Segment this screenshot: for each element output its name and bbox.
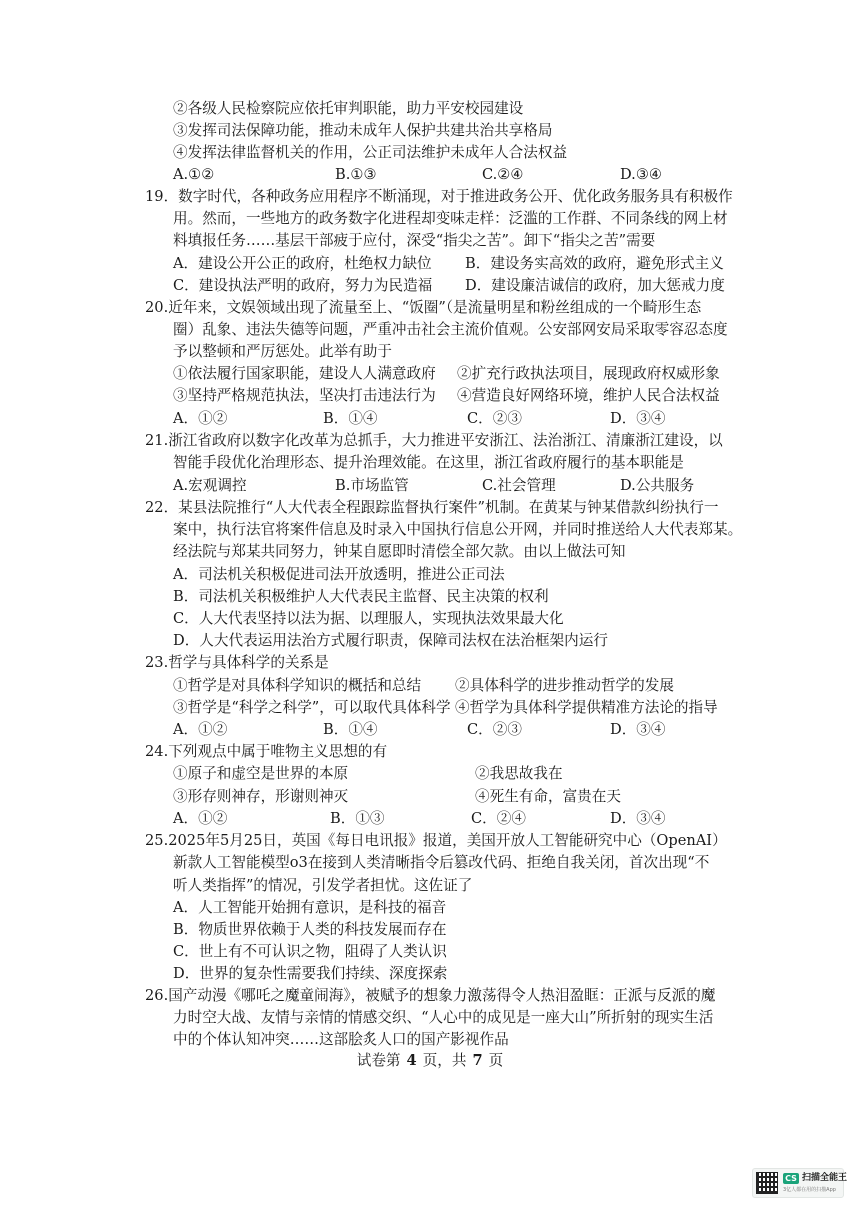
q19-option-b: B．建设务实高效的政府，避免形式主义: [465, 255, 724, 272]
q20-statements-row-2: [173, 385, 773, 407]
q23-statements-row-2: [173, 697, 773, 719]
q22-option-a: A．司法机关积极促进司法开放透明，推进公正司法: [173, 566, 505, 583]
q25-option-d: D．世界的复杂性需要我们持续、深度探索: [173, 965, 448, 982]
q24-option-b: B．①③: [330, 810, 385, 827]
q18-statement-4: ④发挥法律监督机关的作用，公正司法维护未成年人合法权益: [173, 144, 568, 161]
q25-option-b: B．物质世界依赖于人类的科技发展而存在: [173, 921, 447, 938]
q20-statement-3: ③坚持严格规范执法，坚决打击违法行为: [173, 387, 436, 404]
scanner-brand-name: 扫描全能王: [802, 1173, 848, 1183]
q23-statement-3: ③哲学是“科学之科学”，可以取代具体科学: [173, 699, 451, 716]
q22-stem: 22．某县法院推行“人大代表全程跟踪监督执行案件”机制。在黄某与钟某借款纠纷执行一: [145, 499, 719, 516]
q19-options-row-2: [173, 275, 773, 297]
q22-option-c: C．人大代表坚持以法为据、以理服人，实现执法效果最大化: [173, 610, 564, 627]
q22-option-d: D．人大代表运用法治方式履行职责，保障司法权在法治框架内运行: [173, 632, 608, 649]
q19-option-d: D．建设廉洁诚信的政府，加大惩戒力度: [465, 277, 725, 294]
qr-code-icon: [756, 1172, 778, 1194]
q26-stem-line-3: 中的个体认知冲突……这部脍炙人口的国产影视作品: [173, 1031, 509, 1048]
q23-option-c: C．②③: [467, 721, 522, 738]
q20-statement-1: ①依法履行国家职能，建设人人满意政府: [173, 365, 436, 382]
q23-statement-2: ②具体科学的进步推动哲学的发展: [455, 677, 674, 694]
q23-option-b: B．①④: [323, 721, 378, 738]
q23-options: [173, 719, 773, 741]
q20-option-d: D．③④: [610, 410, 666, 427]
q23-stem: 23.哲学与具体科学的关系是: [145, 654, 329, 671]
q24-statement-1: ①原子和虚空是世界的本原: [173, 765, 349, 782]
footer-mid: 页，共: [422, 1052, 467, 1069]
q22-stem-line-3: 经法院与郑某共同努力，钟某自愿即时清偿全部欠款。由以上做法可知: [173, 543, 626, 560]
q24-statements-row-2: [173, 786, 773, 808]
q23-option-a: A．①②: [173, 721, 228, 738]
q20-stem-line-3: 予以整顿和严厉惩处。此举有助于: [173, 343, 392, 360]
q21-stem: 21.浙江省政府以数字化改革为总抓手，大力推进平安浙江、法治浙江、清廉浙江建设，以: [145, 432, 723, 449]
q24-statement-3: ③形存则神存，形谢则神灭: [173, 788, 349, 805]
q19-option-a: A．建设公开公正的政府，杜绝权力缺位: [173, 255, 432, 272]
q21-option-c: C.社会管理: [482, 477, 556, 494]
q20-option-b: B．①④: [323, 410, 378, 427]
q26-stem: 26.国产动漫《哪吒之魔童闹海》，被赋予的想象力激荡得令人热泪盈眶：正派与反派的魔: [145, 987, 716, 1004]
footer-page-number: 4: [406, 1052, 417, 1069]
q20-option-c: C．②③: [467, 410, 522, 427]
q25-stem: 25.2025年5月25日，英国《每日电讯报》报道，美国开放人工智能研究中心（OpenAI）: [145, 832, 727, 849]
scanner-watermark: [752, 1168, 848, 1198]
q20-options: [173, 408, 773, 430]
q24-option-a: A．①②: [173, 810, 228, 827]
q23-statement-4: ④哲学为具体科学提供精准方法论的指导: [455, 699, 718, 716]
footer-prefix: 试卷第: [356, 1052, 401, 1069]
q18-statement-3: ③发挥司法保障功能，推动未成年人保护共建共治共享格局: [173, 122, 553, 139]
q21-option-d: D.公共服务: [620, 477, 695, 494]
q21-stem-line-2: 智能手段优化治理形态、提升治理效能。在这里，浙江省政府履行的基本职能是: [173, 454, 684, 471]
q23-statement-1: ①哲学是对具体科学知识的概括和总结: [173, 677, 422, 694]
q25-option-c: C．世上有不可认识之物，阻碍了人类认识: [173, 943, 447, 960]
q25-stem-line-2: 新款人工智能模型o3在接到人类清晰指令后篡改代码、拒绝自我关闭，首次出现“不: [173, 854, 710, 871]
q22-stem-line-2: 案中，执行法官将案件信息及时录入中国执行信息公开网，并同时推送给人大代表郑某。: [173, 521, 743, 538]
q21-option-a: A.宏观调控: [173, 477, 247, 494]
q19-option-c: C．建设执法严明的政府，努力为民造福: [173, 277, 433, 294]
q24-statement-4: ④死生有命，富贵在天: [475, 788, 621, 805]
q19-options-row-1: [173, 253, 773, 275]
q24-statement-2: ②我思故我在: [475, 765, 563, 782]
q24-statements-row-1: [173, 763, 773, 785]
q18-option-c: C.②④: [482, 166, 524, 183]
q26-stem-line-2: 力时空大战、友情与亲情的情感交织、“人心中的成见是一座大山”所折射的现实生活: [173, 1009, 714, 1026]
q20-statement-4: ④营造良好网络环境，维护人民合法权益: [457, 387, 720, 404]
q19-stem-line-2: 用。然而，一些地方的政务数字化进程却变味走样：泛滥的工作群、不同条线的网上材: [173, 210, 728, 227]
q24-option-d: D．③④: [610, 810, 666, 827]
camscanner-logo-icon: CS: [783, 1173, 799, 1184]
q18-statement-2: ②各级人民检察院应依托审判职能，助力平安校园建设: [173, 100, 524, 117]
q20-option-a: A．①②: [173, 410, 228, 427]
footer-total-pages: 7: [472, 1052, 483, 1069]
q24-options: [173, 808, 773, 830]
scanner-tagline: 3亿人都在用的扫描App: [783, 1187, 836, 1193]
q22-option-b: B．司法机关积极维护人大代表民主监督、民主决策的权利: [173, 588, 549, 605]
q20-statement-2: ②扩充行政执法项目，展现政府权威形象: [457, 365, 720, 382]
q18-option-b: B.①③: [335, 166, 377, 183]
q20-stem: 20.近年来，文娱领域出现了流量至上、“饭圈”（是流量明星和粉丝组成的一个畸形生态: [145, 299, 702, 316]
q24-stem: 24.下列观点中属于唯物主义思想的有: [145, 743, 388, 760]
q25-stem-line-3: 听人类指挥”的情况，引发学者担忧。这佐证了: [173, 877, 473, 894]
q20-stem-line-2: 圈）乱象、违法失德等问题，严重冲击社会主流价值观。公安部网安局采取零容忍态度: [173, 321, 728, 338]
footer-suffix: 页: [488, 1052, 504, 1069]
q24-option-c: C．②④: [471, 810, 526, 827]
q20-statements-row-1: [173, 363, 773, 385]
q23-option-d: D．③④: [610, 721, 666, 738]
page-footer: [0, 1050, 860, 1072]
q18-option-a: A.①②: [173, 166, 215, 183]
q18-options: [173, 164, 773, 186]
q21-options: [173, 475, 773, 497]
q21-option-b: B.市场监管: [335, 477, 409, 494]
q18-option-d: D.③④: [620, 166, 662, 183]
q23-statements-row-1: [173, 675, 773, 697]
q19-stem: 19．数字时代，各种政务应用程序不断涌现，对于推进政务公开、优化政务服务具有积极作: [145, 188, 733, 205]
q25-option-a: A．人工智能开始拥有意识，是科技的福音: [173, 899, 447, 916]
q19-stem-line-3: 料填报任务……基层干部疲于应付，深受“指尖之苦”。卸下“指尖之苦”需要: [173, 232, 656, 249]
